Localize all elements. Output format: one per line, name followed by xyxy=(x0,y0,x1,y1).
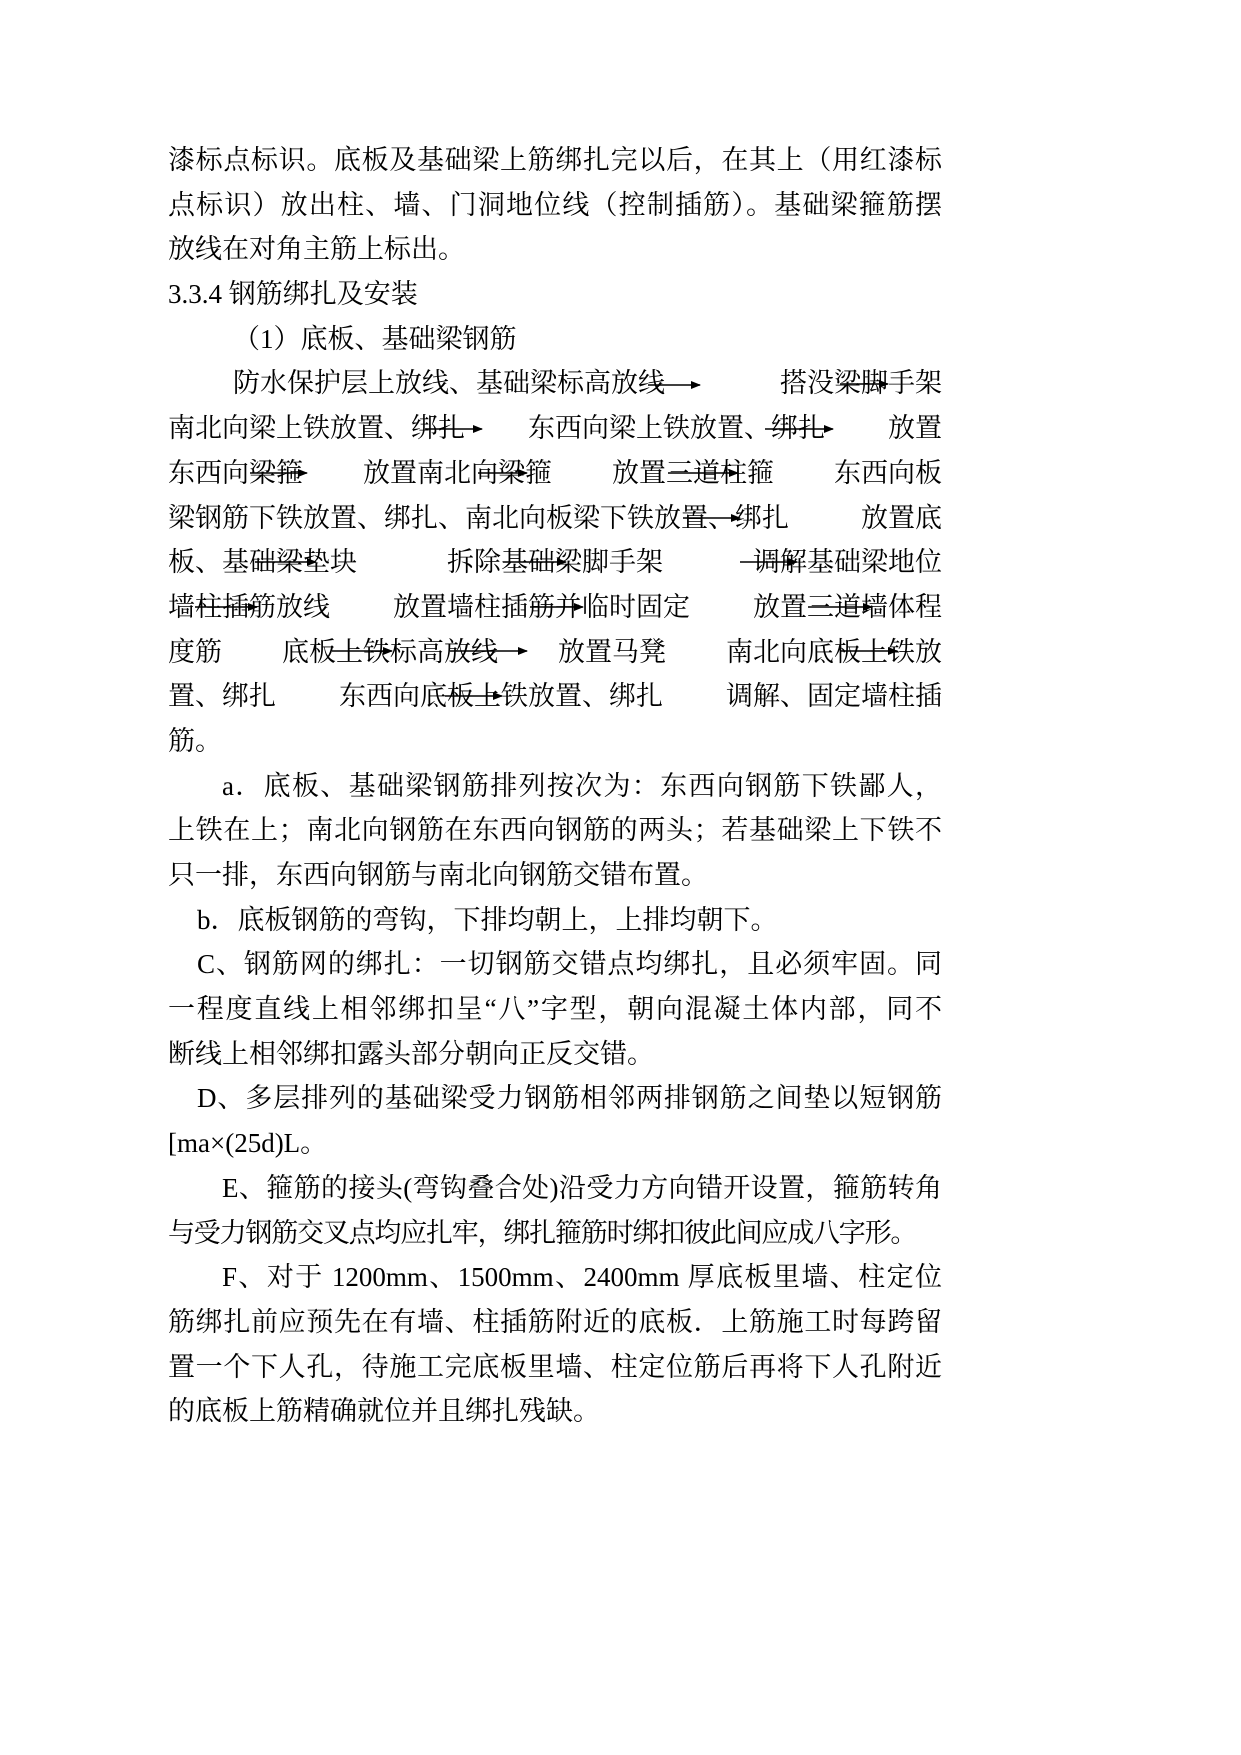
item-c-line: 断线上相邻绑扣露头部分朝向正反交错。 xyxy=(168,1038,654,1069)
item-a-line: a．底板、基础梁钢筋排列按次为：东西向钢筋下铁鄙人， xyxy=(222,770,942,801)
flow-step: 东西向底板上铁放置、绑扎 xyxy=(339,681,663,712)
text-line: 点标识）放出柱、墙、门洞地位线（控制插筋）。基础梁箍筋摆 xyxy=(168,189,942,220)
flow-step: 放置马凳 xyxy=(558,636,666,667)
item-f-line: 筋绑扎前应预先在有墙、柱插筋附近的底板．上筋施工时每跨留 xyxy=(168,1306,942,1337)
document-body xyxy=(168,138,942,1434)
flow-step: 拆除基础梁脚手架 xyxy=(447,547,663,578)
flow-step: 防水保护层上放线、基础梁标高放线 xyxy=(233,368,665,399)
flow-step: 搭没梁脚手架 xyxy=(780,368,942,399)
flow-line xyxy=(168,451,942,496)
sub-heading: （1）底板、基础梁钢筋 xyxy=(233,323,517,354)
flow-step: 度筋 xyxy=(168,636,222,667)
flow-step: 东西向板 xyxy=(834,457,942,488)
item-c-line: 一程度直线上相邻绑扣呈“八”字型，朝向混凝土体内部，同不 xyxy=(168,994,942,1025)
flow-step: 放置三道墙体程 xyxy=(753,591,942,622)
flow-step: 底板上铁标高放线 xyxy=(282,636,498,667)
flow-line xyxy=(168,674,942,719)
flow-step: 调解基础梁地位 xyxy=(753,547,942,578)
flow-step: 板、基础梁垫块 xyxy=(168,547,357,578)
item-a-line: 上铁在上；南北向钢筋在东西向钢筋的两头；若基础梁上下铁不 xyxy=(168,815,942,846)
item-f-line: F、对于 1200mm、1500mm、2400mm 厚底板里墙、柱定位 xyxy=(222,1262,942,1293)
flow-step: 东西向梁上铁放置、绑扎 xyxy=(528,413,825,444)
item-f-line: 的底板上筋精确就位并且绑扎残缺。 xyxy=(168,1396,600,1427)
text-line: 放线在对角主筋上标出。 xyxy=(168,234,465,265)
item-d-line: D、多层排列的基础梁受力钢筋相邻两排钢筋之间垫以短钢筋 xyxy=(197,1083,942,1114)
flow-step: 南北向梁上铁放置、绑扎 xyxy=(168,413,465,444)
item-e-line: 与受力钢筋交叉点均应扎牢，绑扎箍筋时绑扣彼此间应成八字形。 xyxy=(168,1217,917,1248)
flow-line xyxy=(168,406,942,451)
flow-step: 放置南北向梁箍 xyxy=(363,457,552,488)
item-f-line: 置一个下人孔，待施工完底板里墙、柱定位筋后再将下人孔附近 xyxy=(168,1351,942,1382)
flow-line xyxy=(168,719,942,764)
item-b-line: b．底板钢筋的弯钩，下排均朝上，上排均朝下。 xyxy=(197,904,778,935)
item-d-line: [ma×(25d)L。 xyxy=(168,1128,328,1159)
item-a-line: 只一排，东西向钢筋与南北向钢筋交错布置。 xyxy=(168,860,708,890)
item-e-line: E、箍筋的接头(弯钩叠合处)沿受力方向错开设置，箍筋转角 xyxy=(222,1172,942,1203)
flow-step: 筋。 xyxy=(168,725,222,756)
flow-step: 置、绑扎 xyxy=(168,681,276,712)
flow-step: 梁钢筋下铁放置、绑扎、南北向板梁下铁放置、绑扎 xyxy=(168,502,789,533)
flow-step: 调解、固定墙柱插 xyxy=(726,681,942,712)
flow-step: 放置三道柱箍 xyxy=(612,457,774,488)
flow-step: 东西向梁箍 xyxy=(168,457,303,488)
section-heading: 3.3.4 钢筋绑扎及安装 xyxy=(168,279,418,310)
flow-step: 墙柱插筋放线 xyxy=(168,591,330,622)
flow-line xyxy=(168,361,942,406)
flow-line xyxy=(168,496,942,541)
flow-line xyxy=(168,540,942,585)
text-line: 漆标点标识。底板及基础梁上筋绑扎完以后，在其上（用红漆标 xyxy=(168,145,942,175)
flow-step: 放置底 xyxy=(861,502,942,533)
flow-line xyxy=(168,630,942,675)
flow-step: 放置 xyxy=(888,413,942,444)
flow-step: 放置墙柱插筋并临时固定 xyxy=(393,591,690,622)
flow-line xyxy=(168,585,942,630)
flow-step: 南北向底板上铁放 xyxy=(726,636,942,667)
item-c-line: C、钢筋网的绑扎：一切钢筋交错点均绑扎，且必须牢固。同 xyxy=(197,949,942,980)
